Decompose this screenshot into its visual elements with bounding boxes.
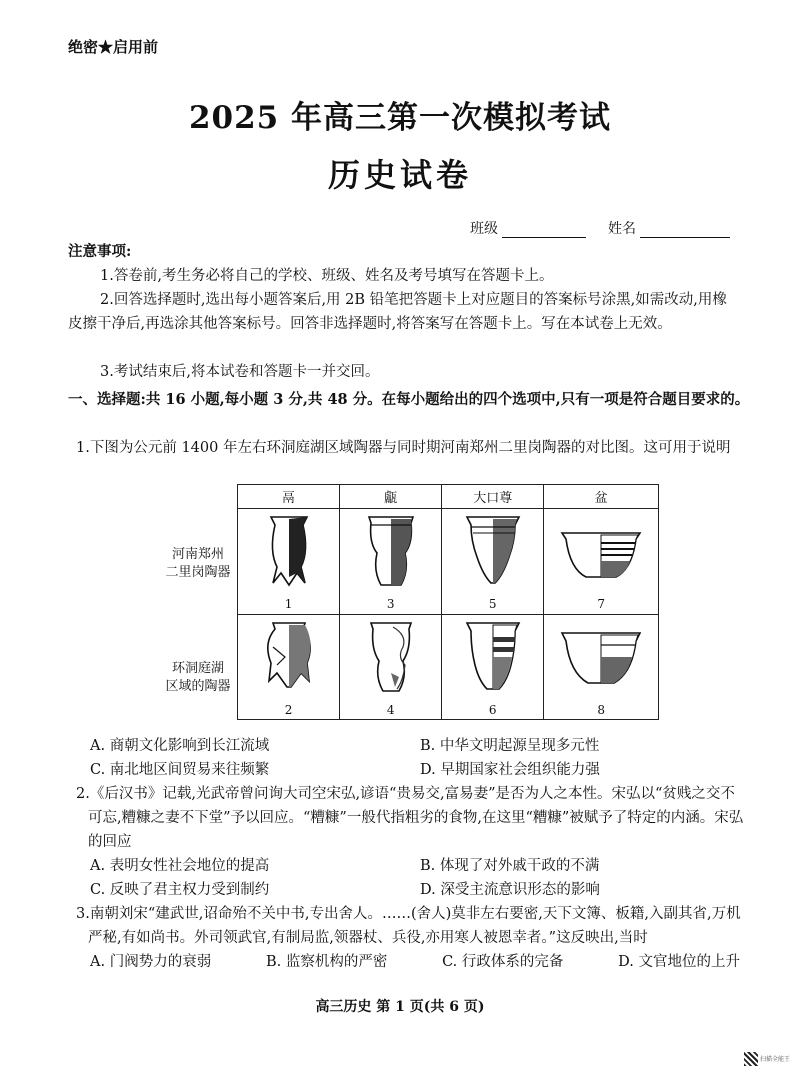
section-heading: 一、选择题:共 16 小题,每小题 3 分,共 48 分。在每小题给出的四个选项中,只有一项是符合题目要求的。 (68, 391, 750, 408)
q1-option-d[interactable]: D. 早期国家社会组织能力强 (420, 762, 600, 778)
q1-option-a[interactable]: A. 商朝文化影响到长江流域 (90, 738, 270, 754)
pen-basin-icon (556, 617, 646, 697)
confidential-mark: 绝密★启用前 (68, 38, 159, 56)
question-1-options (90, 734, 730, 782)
dakouzun-vessel-icon (453, 617, 533, 697)
pottery-cell-8 (544, 614, 659, 720)
name-blank[interactable] (640, 223, 730, 238)
q2-option-d[interactable]: D. 深受主流意识形态的影响 (420, 882, 600, 898)
q2-option-a[interactable]: A. 表明女性社会地位的提高 (90, 858, 270, 874)
exam-title: 2025 年高三第一次模拟考试 (188, 100, 612, 136)
pottery-cell-3 (340, 509, 442, 615)
pottery-cell-7 (544, 509, 659, 615)
pottery-number: 7 (597, 597, 605, 612)
pen-basin-icon (556, 511, 646, 591)
class-blank[interactable] (502, 223, 586, 238)
question-3-options (90, 950, 740, 974)
q1-option-b[interactable]: B. 中华文明起源呈现多元性 (420, 738, 600, 754)
row-label-line: 二里岗陶器 (165, 565, 231, 580)
question-1-stem: 1.下图为公元前 1400 年左右环洞庭湖区域陶器与同时期河南郑州二里岗陶器的对比图。这可用于说明 (76, 440, 731, 456)
q3-option-b[interactable]: B. 监察机构的严密 (265, 954, 388, 970)
class-label: 班级 (470, 221, 498, 237)
yan-steamer-icon (351, 617, 431, 697)
col-header-dakouzun: 大口尊 (442, 485, 544, 509)
q3-option-c[interactable]: C. 行政体系的完备 (442, 954, 564, 970)
name-label: 姓名 (608, 221, 636, 237)
row-label-line: 环洞庭湖 (171, 661, 224, 676)
q1-option-c[interactable]: C. 南北地区间贸易来往频繁 (90, 762, 270, 778)
question-2-stem: 2.《后汉书》记载,光武帝曾问询大司空宋弘,谚语“贵易交,富易妻”是否为人之本性。宋弘以“贫贱之交不可忘,糟糠之妻不下堂”予以回应。“糟糠”一般代指粗劣的食物,在这里“糟糠”被赋予了特定的内涵。宋弘的回应 (76, 786, 744, 850)
pottery-number: 2 (284, 702, 293, 717)
li-tripod-icon (249, 511, 329, 591)
q2-option-b[interactable]: B. 体现了对外戚干政的不满 (420, 858, 600, 874)
pottery-cell-5 (442, 509, 544, 615)
q3-option-a[interactable]: A. 门阀势力的衰弱 (90, 954, 212, 970)
row-label-dongting (158, 660, 238, 696)
pottery-cell-1 (238, 509, 340, 615)
notice-item-2: 2.回答选择题时,选出每小题答案后,用 2B 铅笔把答题卡上对应题目的答案标号涂黑,如需改动,用橡皮擦干净后,再选涂其他答案标号。回答非选择题时,将答案写在答题卡上。写在本试卷上无效。 (68, 292, 727, 332)
col-header-pen: 盆 (544, 485, 659, 509)
qr-code-icon (744, 1052, 758, 1066)
notice-item-1: 1.答卷前,考生务必将自己的学校、班级、姓名及考号填写在答题卡上。 (100, 268, 554, 284)
li-tripod-icon (249, 617, 329, 697)
notice-item-3: 3.考试结束后,将本试卷和答题卡一并交回。 (100, 364, 380, 380)
student-info-fields (470, 218, 730, 238)
pottery-number: 5 (488, 597, 497, 612)
dakouzun-vessel-icon (453, 511, 533, 591)
pottery-number: 6 (488, 702, 497, 717)
page-footer: 高三历史 第 1 页(共 6 页) (315, 999, 485, 1015)
yan-steamer-icon (351, 511, 431, 591)
row-label-erligang (158, 546, 238, 582)
question-2-options (90, 854, 730, 902)
pottery-comparison-table (237, 484, 659, 720)
notice-heading: 注意事项: (68, 243, 132, 260)
subject-title: 历史试卷 (327, 156, 472, 194)
pottery-number: 4 (386, 702, 395, 717)
pottery-cell-4 (340, 614, 442, 720)
row-label-line: 区域的陶器 (165, 679, 231, 694)
pottery-number: 3 (386, 597, 395, 612)
pottery-cell-2 (238, 614, 340, 720)
pottery-cell-6 (442, 614, 544, 720)
row-label-line: 河南郑州 (171, 547, 224, 562)
pottery-number: 8 (597, 702, 605, 717)
question-3-stem: 3.南朝刘宋“建武世,诏命殆不关中书,专出舍人。……(舍人)莫非左右要密,天下文簿、板籍,入副其省,万机严秘,有如尚书。外司领武官,有制局监,领器杖、兵役,亦用寒人被恩幸者。”这反映出,当时 (76, 906, 741, 946)
scanner-watermark: 扫描全能王 (760, 1056, 791, 1063)
col-header-li: 鬲 (238, 485, 340, 509)
q3-option-d[interactable]: D. 文官地位的上升 (618, 954, 740, 970)
pottery-number: 1 (284, 597, 293, 612)
col-header-yan: 甗 (340, 485, 442, 509)
q2-option-c[interactable]: C. 反映了君主权力受到制约 (90, 882, 270, 898)
